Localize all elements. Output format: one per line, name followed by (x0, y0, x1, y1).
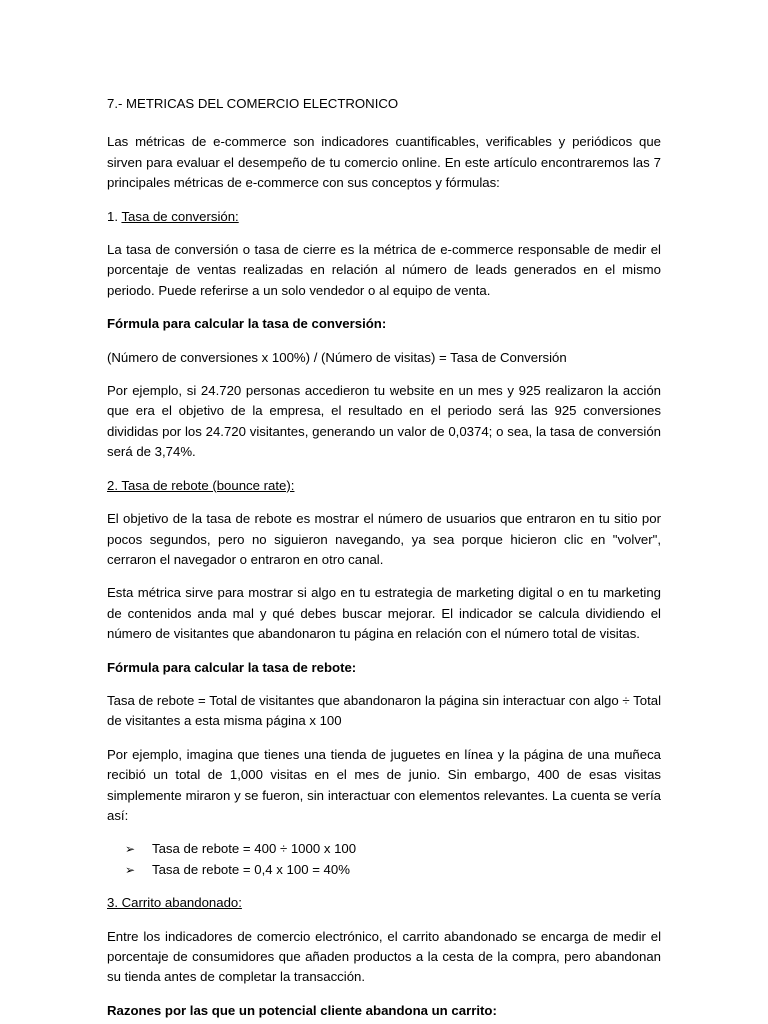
section2-formula: Tasa de rebote = Total de visitantes que abandonaron la página sin interactuar con algo ÷ Total de visitantes a esta misma página x 100 (107, 692, 661, 729)
section1-heading-text: Tasa de conversión: (121, 208, 239, 224)
section1-number: 1. (107, 208, 122, 224)
intro-paragraph: Las métricas de e-commerce son indicadores cuantificables, verificables y periódicos que sirven para evaluar el desempeño de tu comercio online. En este artículo encontraremos las 7 principales métricas de e-commerce con sus conceptos y fórmulas: (107, 134, 661, 191)
bullet-text: Tasa de rebote = 0,4 x 100 = 40% (152, 861, 350, 877)
section1-body: La tasa de conversión o tasa de cierre es la métrica de e-commerce responsable de medir el porcentaje de ventas realizadas en relación al número de leads generados en el mismo periodo. Puede referirse a un solo vendedor o al equipo de venta. (107, 242, 661, 298)
arrow-bullet-icon: ➢ (125, 842, 136, 857)
list-item (125, 860, 661, 880)
section2-heading: 2. Tasa de rebote (bounce rate): (107, 477, 295, 493)
document-title: 7.- METRICAS DEL COMERCIO ELECTRONICO (107, 96, 399, 111)
section2-bullet-list (107, 839, 661, 880)
section1-heading (107, 207, 661, 227)
section1-example: Por ejemplo, si 24.720 personas accedieron tu website en un mes y 925 realizaron la acción que era el objetivo de la empresa, el resultado en el periodo será las 925 conversiones divididas por los 24.720 visitantes, generando un valor de 0,0374; o sea, la tasa de conversión será de 3,74%. (107, 383, 661, 460)
section2-formula-label: Fórmula para calcular la tasa de rebote: (107, 659, 357, 675)
section3-reasons-label: Razones por las que un potencial cliente abandona un carrito: (107, 1002, 497, 1018)
section2-body1: El objetivo de la tasa de rebote es mostrar el número de usuarios que entraron en tu sitio por pocos segundos, pero no siguieron navegando, ya sea porque hicieron clic en "volver", cerraron el navegador o entraron en otro canal. (107, 511, 661, 567)
section3-body: Entre los indicadores de comercio electrónico, el carrito abandonado se encarga de medir el porcentaje de consumidores que añaden productos a la cesta de la compra, pero abandonan su tienda antes de completar la transacción. (107, 928, 661, 985)
section3-heading: 3. Carrito abandonado: (107, 895, 242, 911)
arrow-bullet-icon: ➢ (125, 862, 136, 877)
section2-example: Por ejemplo, imagina que tienes una tienda de juguetes en línea y la página de una muñeca recibió un total de 1,000 visitas en el mes de junio. Sin embargo, 400 de esas visitas simplemente miraron y se fueron, sin interactuar con elementos relevantes. La cuenta se vería así: (107, 746, 661, 823)
bullet-text: Tasa de rebote = 400 ÷ 1000 x 100 (152, 841, 357, 857)
section1-formula-label: Fórmula para calcular la tasa de conversión: (107, 316, 387, 332)
section2-body2: Esta métrica sirve para mostrar si algo en tu estrategia de marketing digital o en tu marketing de contenidos anda mal y qué debes buscar mejorar. El indicador se calcula dividiendo el número de visitantes que abandonaron tu página en relación con el número total de visitas. (107, 585, 661, 642)
section1-formula: (Número de conversiones x 100%) / (Número de visitas) = Tasa de Conversión (107, 349, 567, 365)
list-item (125, 839, 661, 859)
